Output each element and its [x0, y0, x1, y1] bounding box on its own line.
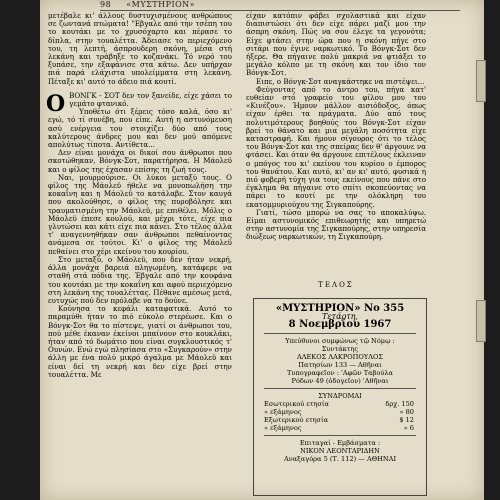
running-header	[100, 0, 460, 11]
right-paragraph: είχαν κατόπιν φάβει σχολαστικά και είχαν διαπιστώσει ότι δεν είχε πάρει μαζί μου την άσπρη σκόνη. Πώς να σου έλεγε τα γεγονότα; Είχε φτάσει στην ώρα που η σκόνη πήγε στο σιτάρι που έγινε ναρκωτικό. Το Βόνγκ-Σοτ δεν ήξερε. Θα πήγαινε πολύ μακριά να φτιάξει το μεγάλο κόλπο με τη σκόνη και τον ίδιο τον Βόνγκ-Σοτ.	[246, 11, 426, 78]
management-address: Αναξαγόρα 5 (Τ. 112) — ΑΘΗΝΑΙ	[283, 455, 397, 463]
printer-line: Τυπογραφεῖον : 'Αφῶν Ταβούλα	[287, 369, 393, 377]
end-label: ΤΕΛΟΣ	[318, 281, 354, 289]
editor-address: Πατησίων 133 — Αθῆναι	[298, 361, 382, 369]
left-paragraph: Δεν είναι μονάχα οι δικοί σου άνθρωποι που σκοτώθηκαν, Βόνγκ-Σοτ, παρατήρησα. Η Μάολεϋ και ο φίλος της έχασαν επίσης τη ζωή τους.	[48, 148, 232, 174]
section-start	[46, 90, 232, 117]
issue-date: 8 Νοεμβρίου 1967	[288, 319, 392, 330]
subscriptions-title: ΣΥΝΔΡΟΜΑΙ	[318, 392, 362, 400]
printer-line: Ρόδων 49 (ὁδογεῖον) 'Αθῆναι	[291, 377, 389, 385]
subscription-row: » εξάμηνος » 80	[264, 408, 414, 416]
left-paragraph: Στο μεταξύ, ο Μάολεϋ, που δεν ήταν νεκρή, άλλα μονάχα βαρειά πληγωμένη, κατάφερε να σταθή στά πόδια της. Έβγαλε από την κουφάνα του κουτάκι με την κοκαΐνη και αφού περιεχόμενο στη λεκάνη της τουαλέττας. Πέθανε αμέσως μετά, ευτυχώς πού δεν πρόλαβε να το δούνε.	[48, 254, 232, 305]
legal-line: Συντάκτης	[321, 345, 359, 353]
colophon-box	[253, 298, 427, 496]
left-top-text: μετέβαλε κι' άλλους δυστυχισμένους ανθρώπους σε ζωντανά πτώματα! "Εβγαλε από την τσέπη του το κουτάκι με το χρυσόχαρτο και πέρασε το δίπλα, στην τουαλέττα. Άδειασε το περιεχόμενο του, τη λεπτή, άσπρουδερη σκόνη, μέσα στή λεκάνη και τράβηξε το κοζανάκι. Τό νερό του ξυπάσε, την εξαφάνισε στα κάτω. Δεν υπήρχαν πιά παρά ελάχιστα υπολείμματα στη λεκάνη. Πέταξε κι' αυτό το άδειο πιά κουτί.	[48, 11, 232, 86]
divider	[264, 333, 416, 334]
right-column	[246, 12, 426, 242]
legal-line: Υπεύθυνοι συμφώνως τῷ Νόμῳ :	[285, 337, 395, 345]
left-column	[48, 12, 232, 379]
divider	[264, 435, 416, 436]
magazine-name: «ΜΥΣΤΗΡΙΟΝ»	[126, 0, 196, 9]
management-line: Επιταγαί - Εμβάσματα :	[299, 439, 381, 447]
section-opening: ΒΟΝΓΚ - ΣΟΤ δεν τον ξανείδε, είχε χάσει το γεμάτο φτανικό.	[69, 90, 232, 109]
subscriptions-table	[264, 400, 426, 432]
right-paragraph: Ειπε, ο Βόνγκ-Σοτ αναγκάστηκε να πιστέψει...	[256, 76, 425, 86]
right-paragraph: Γιατί, τώσο μπορώ να σας το αποκαλύψω. Είμαι αστυνομικός επιθεωρητής και υπηρετώ στην αστυνομία της Σιγκαπούρης, στην υπηρεσία διώξεως ναρκωτικών, τη Σιγκαπούρη.	[246, 207, 426, 242]
left-paragraph: Υποθέτω ότι ξέρεις τόσο καλά, όσο κι' εγώ, τό τί συνέβη, που είπε. Αυτή η αστυνόμευση ασύ ενέργεια του στοιχίζει δύο από τους καλύτερους άνδρες μου και δεν μού απόμενε απολύτως τίποτα. Αντίθετα...	[48, 107, 232, 150]
divider	[264, 388, 416, 389]
page-number: 98	[100, 0, 112, 9]
left-paragraph: Κούνησα το κεφάλι καταφατικά. Αυτό το παραμύθι ήταν το πιό εύκολο στερέωσε. Και ο Βόνγκ-Σοτ θα το πίστεψε, γιατί οι άνθρωποι του, πού μέθε έκαναν έκείνοι μπαίνουν στο κουκλάκι, ήταν από τό δωμάτιο που είναι συγκλουστικός τ' Ουνών. Ενώ εγώ πλησίασα στο «Συγκαρούν» στην άλλη με ένα πολύ μικρό άγαλμα με Μάολεϋ και είναι δεί τη νεκρή και δεν είχε βρεί στην τουαλέττα. Με	[48, 304, 232, 379]
binding-tab	[476, 300, 486, 342]
left-paragraph: Ναι, μουρμούρισε. Οι λύκοι μεταξύ τους. Ο φίλος της Μάολεϋ ήθελε να μονοπωλήση την κοκαΐνη και η Μάολεϋ το κατάλαβε. Στον καυγά που ακολούθησε, ο φίλος της πυροβόλησε και τραυματισμένη την Μάολεϋ, με επιθέλει. Μόλις ο Μάολεϋ έπεσε κουλού, και μέχρι τότε, είχε πια γλυτώσει και κάτι είχε πια κάνει. Στο τέλος άλλα τ' αναγεννηθήκαν σαν άνθρωποι πεθαίνοντας ανάμεσα σε τούτοι. Κι' ο φίλος της Μάολεϋ πεθαίνει στο χέρι εκείνου του κουρίου.	[48, 172, 232, 256]
subscription-row: » εξάμηνος » 6	[264, 424, 414, 432]
drop-cap: Ο	[46, 90, 66, 117]
right-paragraph: Φεύγοντας από το άντρο του, πήγα κατ' ευθείαν στό γραφείο του φίλου μου του «Κινέζου». Ήμουν μάλλον αισιόδοξος, όπως είχαν έρθει τα πράγματα. Δύο από τους πολυτιμότερους βοηθούς του Βόνγκ-Σοτ είχαν βρεί το θάνατο και μια μεγάλη ποσότητα είχε καταστραφή. Και ήμουν σίγουρος ότι το τέλος του Βόνγκ-Σοτ και της σπείρας δεν θ' άργουνε να φτάσει. Και όταν θα άργουνε επιτέλους έκλειναν ο μπόγος του κι' εκείνου του κυρίου ο έμπορος του θανάτου. Και αυτό, κι' αν κι' αυτό, φυσικά η πιό φοβερή τύχη για τους εκείνους που πάνε στο έγκλημα θα πήγαινε στο σπίτι σκοπεύοντας να πάρει το κουτί με την ολόκληρη του εκατομμυριούχου της Σιγκαπούρης.	[246, 84, 426, 209]
subscription-row: Εσωτερικού ετησία δρχ. 150	[264, 400, 414, 408]
issue-number: «ΜΥΣΤΗΡΙΟΝ» Νο 355	[275, 303, 405, 314]
issue-day: Τετάρτη,	[322, 312, 358, 321]
subscription-row: Εξωτερικού ετησία $ 12	[264, 416, 414, 424]
management-name: ΝΙΚΟΝ ΛΕΟΝΤΑΡΙΔΗΝ	[300, 447, 380, 455]
editor-name: ΑΛΕΚΟΣ ΛΑΚΡΟΠΟΥΛΟΣ	[296, 353, 384, 361]
binding-tab	[476, 60, 486, 102]
